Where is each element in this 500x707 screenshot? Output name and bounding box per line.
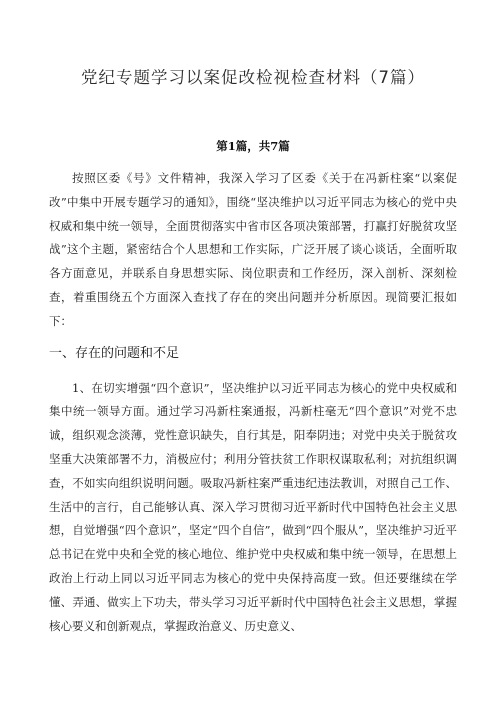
part-heading: 第1篇，共7篇 [216,139,290,153]
intro-paragraph: 按照区委《号》文件精神，我深入学习了区委《关于在冯新柱案“以案促改”中集中开展专题学习的通知》，围绕“坚决维护以习近平同志为核心的党中央权威和集中统一领导，全面贯彻落实中省市区各项决策部署，打赢打好脱贫攻坚战”这个主题，紧密结合个人思想和工作实际，广泛开展了谈心谈话，全面听取各方面意见，并联系自身思想实际、岗位职责和工作经历，深入剖析、深刻检查，着重围绕五个方面深入查找了存在的突出问题并分析原因。现简要汇报如下： [49,171,457,328]
body-paragraph: 1、在切实增强“四个意识”，坚决维护以习近平同志为核心的党中央权威和集中统一领导方面。通过学习冯新柱案通报，冯新柱毫无“四个意识”对党不忠诚，组织观念淡薄，党性意识缺失，自行其是，阳奉阴违；对党中央关于脱贫攻坚重大决策部署不力，消极应付；利用分管扶贫工作职权谋取私利；对抗组织调查，不如实向组织说明问题。吸取冯新柱案严重违纪违法教训，对照自己工作、生活中的言行，自己能够认真、深入学习贯彻习近平新时代中国特色社会主义思想，自觉增强“四个意识”，坚定“四个自信”，做到“四个服从”，坚决维护习近平总书记在党中央和全党的核心地位、维护党中央权威和集中统一领导，在思想上政治上行动上同以习近平同志为核心的党中央保持高度一致。但还要继续在学懂、弄通、做实上下功夫，带头学习习近平新时代中国特色社会主义思想，掌握核心要义和创新观点，掌握政治意义、历史意义、 [49,380,457,633]
section-heading: 一、存在的问题和不足 [49,345,180,361]
document-title: 党纪专题学习以案促改检视检查材料（7篇） [81,68,425,87]
